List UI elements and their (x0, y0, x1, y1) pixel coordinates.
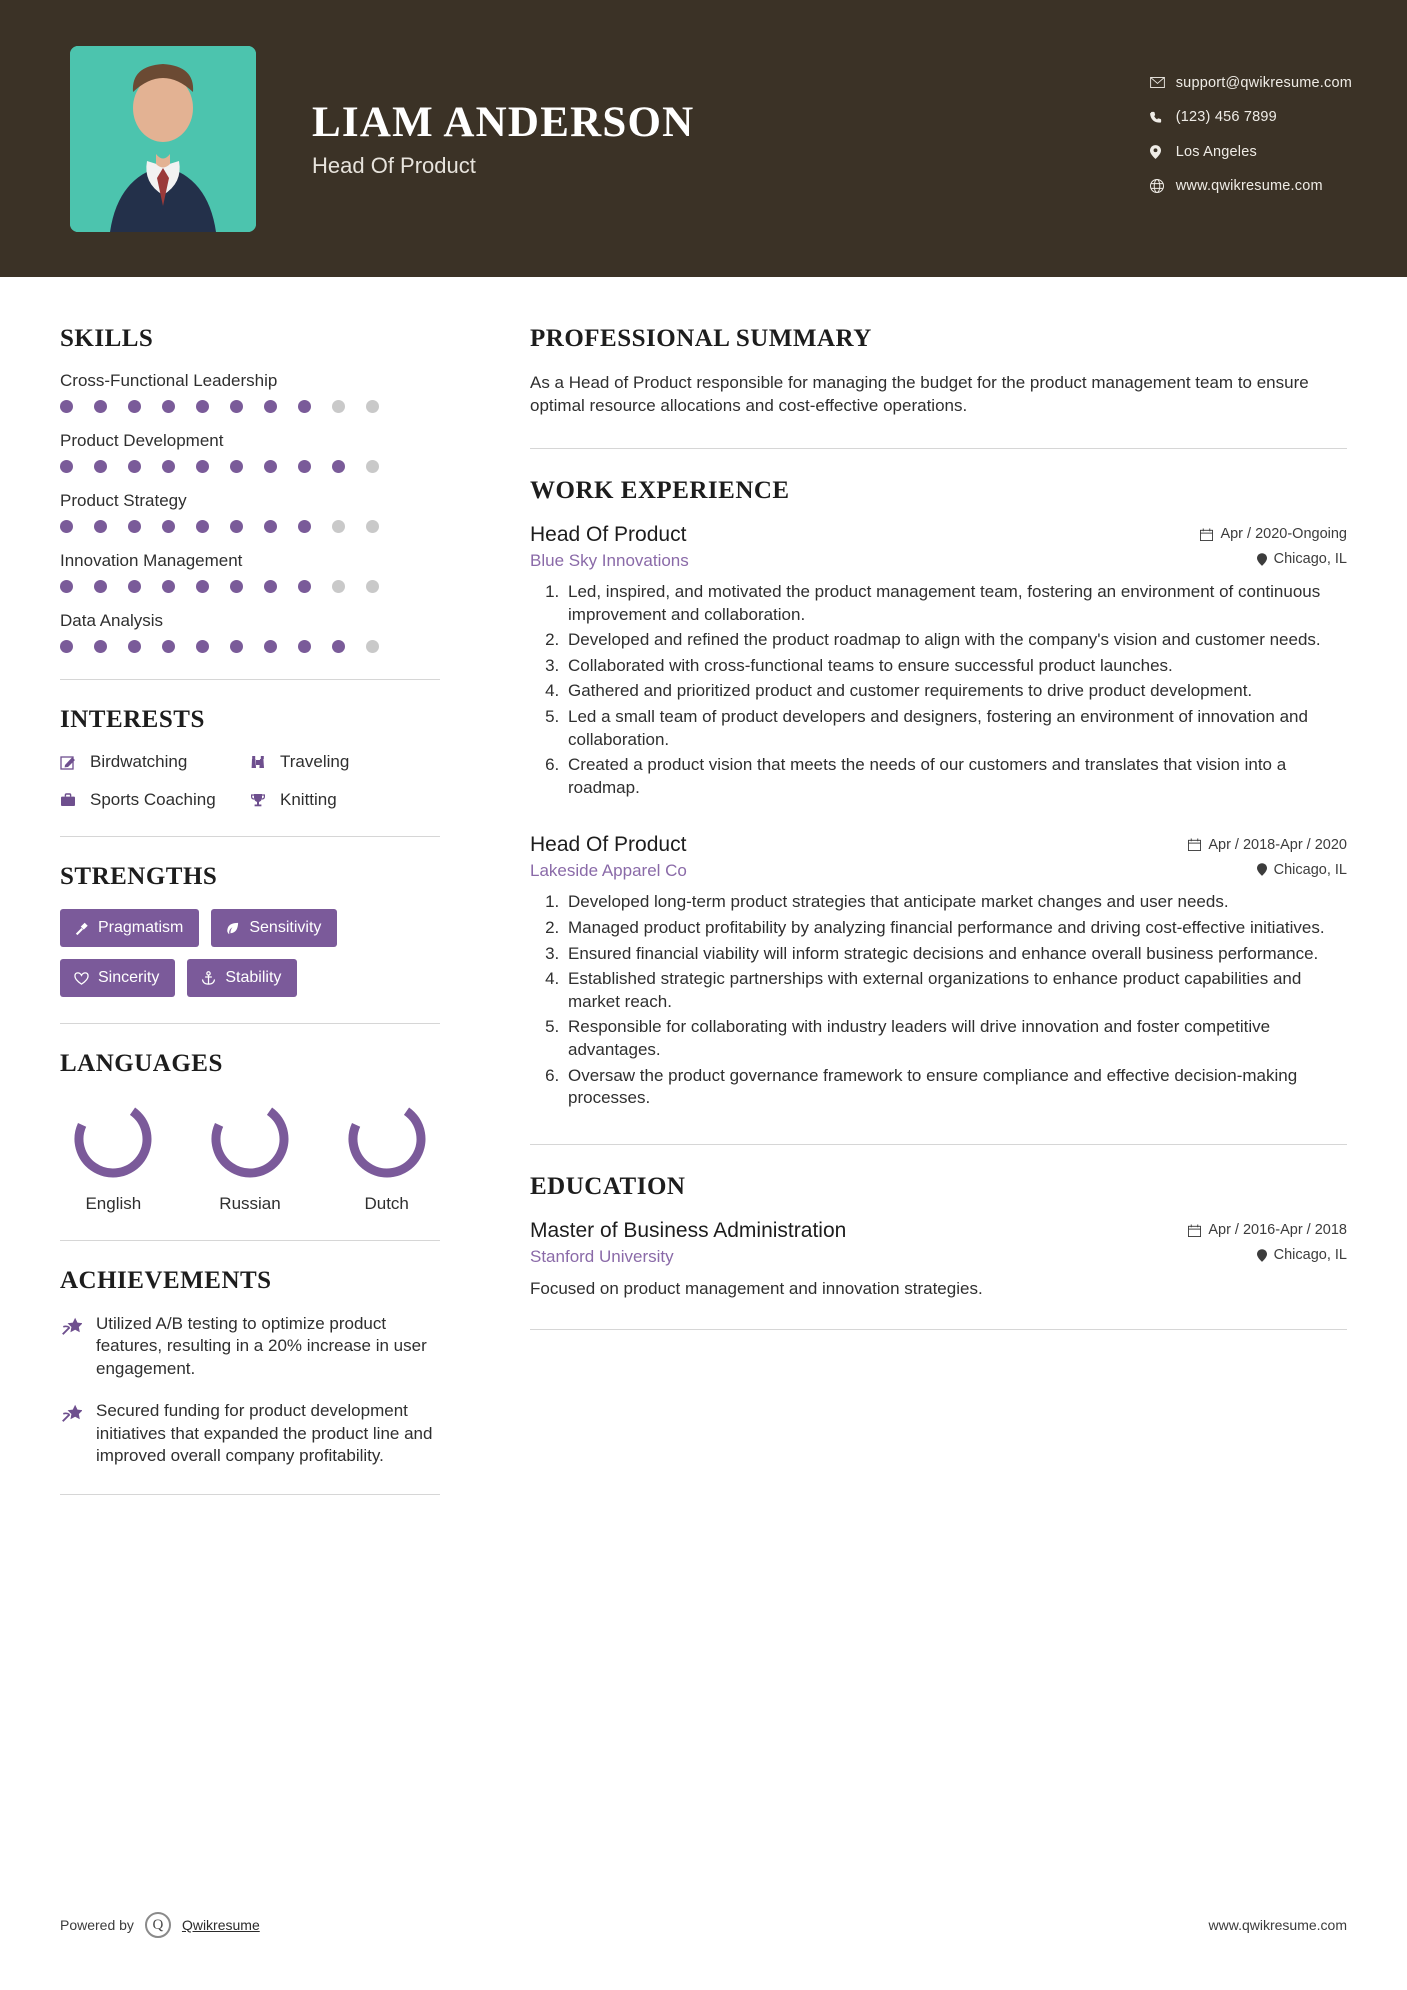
skill-level-dot (332, 460, 345, 473)
job-dates (1200, 526, 1347, 542)
skill-rating (60, 640, 440, 653)
briefcase-icon (60, 792, 90, 808)
skill-level-dot (332, 520, 345, 533)
divider (60, 1494, 440, 1495)
job-bullet: 4. Established strategic partnerships with external organizations to enhance product capabilities and market reach. (564, 968, 1347, 1013)
job-bullet: 4. Gathered and prioritized product and customer requirements to drive product development. (564, 680, 1347, 703)
skill-level-dot (60, 640, 73, 653)
phone-icon (1150, 111, 1176, 124)
job-title: Head Of Product (530, 833, 687, 857)
achievement-text: Secured funding for product development initiatives that expanded the product line and improved overall company profitability. (96, 1401, 433, 1466)
skill-level-dot (162, 460, 175, 473)
interests-title: INTERESTS (60, 706, 205, 733)
skill-level-dot (94, 400, 107, 413)
skill-label: Cross-Functional Leadership (60, 371, 278, 390)
job-dates (1188, 837, 1347, 853)
language-progress-ring (344, 1096, 430, 1182)
contact-website[interactable] (1150, 179, 1352, 194)
language-label: English (85, 1194, 142, 1213)
page-footer (60, 1912, 1347, 1938)
skill-level-dot (298, 400, 311, 413)
job-bullet: 6. Oversaw the product governance framework to ensure compliance and effective decision-making processes. (564, 1065, 1347, 1110)
contact-email-text: support@qwikresume.com (1175, 74, 1352, 91)
language-item (333, 1096, 440, 1214)
skill-level-dot (366, 400, 379, 413)
skill-level-dot (298, 580, 311, 593)
divider (60, 836, 440, 837)
job-bullet: 3. Ensured financial viability will inform strategic decisions and enhance overall business performance. (564, 943, 1347, 966)
skill-rating (60, 460, 440, 473)
job-entry (530, 833, 1347, 1109)
strength-chip (187, 959, 297, 997)
skill-level-dot (196, 520, 209, 533)
skill-level-dot (60, 580, 73, 593)
job-location (1257, 551, 1347, 567)
skill-level-dot (60, 400, 73, 413)
skill-level-dot (60, 460, 73, 473)
education-location-text: Chicago, IL (1273, 1247, 1347, 1264)
strengths-title: STRENGTHS (60, 863, 218, 890)
footer-website[interactable]: www.qwikresume.com (1208, 1917, 1347, 1933)
section-strengths (60, 863, 440, 997)
skill-level-dot (332, 580, 345, 593)
contact-list (1150, 76, 1352, 202)
job-bullets (530, 891, 1347, 1109)
achievements-list (60, 1313, 440, 1468)
interest-item (250, 790, 440, 810)
section-experience (530, 477, 1347, 1110)
heart-icon (74, 971, 89, 986)
skill-item (60, 551, 440, 593)
language-label: Russian (219, 1194, 281, 1213)
skill-label: Product Strategy (60, 491, 187, 510)
achievement-text: Utilized A/B testing to optimize product features, resulting in a 20% increase in user engagement. (96, 1314, 427, 1378)
skill-level-dot (196, 460, 209, 473)
divider (60, 1240, 440, 1241)
education-dates-text: Apr / 2016-Apr / 2018 (1208, 1222, 1347, 1239)
interests-list (60, 752, 440, 810)
skill-level-dot (298, 520, 311, 533)
skill-level-dot (94, 640, 107, 653)
job-location-text: Chicago, IL (1273, 861, 1347, 878)
education-title: EDUCATION (530, 1172, 686, 1200)
skill-level-dot (162, 520, 175, 533)
job-title: Head Of Product (530, 522, 687, 546)
skill-item (60, 431, 440, 473)
skill-level-dot (366, 580, 379, 593)
sidebar-column (0, 277, 500, 1521)
skill-level-dot (94, 460, 107, 473)
pen-square-icon (60, 754, 90, 770)
job-bullet: 2. Managed product profitability by analyzing financial performance and driving cost-effective initiatives. (564, 917, 1347, 940)
skill-level-dot (264, 640, 277, 653)
skill-level-dot (94, 520, 107, 533)
main-column (500, 277, 1407, 1521)
job-entry (530, 523, 1347, 799)
divider (530, 1329, 1347, 1330)
job-dates-text: Apr / 2018-Apr / 2020 (1208, 836, 1347, 853)
skill-level-dot (162, 400, 175, 413)
skill-label: Innovation Management (60, 551, 243, 570)
hammer-icon (74, 921, 89, 936)
section-languages (60, 1050, 440, 1214)
job-dates-text: Apr / 2020-Ongoing (1220, 526, 1347, 543)
languages-title: LANGUAGES (60, 1050, 223, 1077)
experience-title: WORK EXPERIENCE (530, 476, 790, 504)
skill-item (60, 371, 440, 413)
full-name: LIAM ANDERSON (312, 99, 695, 146)
skill-level-dot (366, 640, 379, 653)
divider (530, 448, 1347, 449)
strength-label: Sensitivity (249, 919, 322, 936)
languages-list (60, 1096, 440, 1214)
divider (530, 1144, 1347, 1145)
degree-title: Master of Business Administration (530, 1218, 847, 1242)
star-badge-icon (60, 1313, 96, 1380)
interest-label: Birdwatching (90, 752, 188, 771)
calendar-icon (1200, 528, 1213, 541)
contact-email[interactable] (1150, 76, 1352, 91)
education-location (1257, 1247, 1347, 1263)
skill-level-dot (366, 520, 379, 533)
strength-label: Pragmatism (98, 919, 184, 936)
achievements-title: ACHIEVEMENTS (60, 1267, 272, 1294)
job-bullet: 5. Responsible for collaborating with industry leaders will drive innovation and foster competitive advantages. (564, 1016, 1347, 1061)
skill-level-dot (230, 460, 243, 473)
job-location-text: Chicago, IL (1273, 551, 1347, 568)
skill-level-dot (196, 640, 209, 653)
section-achievements (60, 1267, 440, 1468)
skills-list (60, 371, 440, 653)
trophy-icon (250, 792, 280, 808)
interest-item (60, 752, 250, 772)
skill-level-dot (128, 520, 141, 533)
company-name: Lakeside Apparel Co (530, 861, 687, 881)
skill-rating (60, 520, 440, 533)
interest-label: Sports Coaching (90, 790, 216, 809)
contact-phone[interactable] (1150, 110, 1352, 125)
school-name: Stanford University (530, 1246, 674, 1266)
language-progress-ring (70, 1096, 156, 1182)
company-name: Blue Sky Innovations (530, 550, 689, 570)
qwikresume-logo-icon: Q (145, 1912, 171, 1938)
skill-level-dot (230, 640, 243, 653)
jobs-list (530, 523, 1347, 1110)
job-bullet: 1. Developed long-term product strategies that anticipate market changes and user needs. (564, 891, 1347, 914)
star-badge-icon (60, 1400, 96, 1467)
skill-level-dot (162, 580, 175, 593)
contact-phone-text: (123) 456 7899 (1175, 109, 1277, 125)
resume-header (0, 0, 1407, 277)
contact-website-text: www.qwikresume.com (1175, 178, 1323, 194)
interest-item (250, 752, 440, 772)
skill-item (60, 611, 440, 653)
skill-level-dot (332, 400, 345, 413)
skill-level-dot (94, 580, 107, 593)
strength-chip (60, 959, 175, 997)
skill-level-dot (230, 580, 243, 593)
education-dates (1188, 1222, 1347, 1238)
education-entry (530, 1219, 1347, 1299)
divider (60, 1023, 440, 1024)
skill-level-dot (128, 400, 141, 413)
section-summary (530, 325, 1347, 418)
identity-block (312, 98, 1150, 179)
powered-by-label: Powered by (60, 1917, 134, 1933)
binoculars-icon (250, 754, 280, 770)
education-description: Focused on product management and innovation strategies. (530, 1278, 983, 1298)
job-bullet: 2. Developed and refined the product roadmap to align with the company's vision and customer needs. (564, 629, 1347, 652)
skill-rating (60, 580, 440, 593)
contact-location-text: Los Angeles (1175, 143, 1257, 160)
interest-label: Knitting (280, 790, 337, 809)
strength-chip (60, 909, 199, 947)
language-item (60, 1096, 167, 1214)
calendar-icon (1188, 838, 1201, 851)
globe-icon (1150, 179, 1176, 193)
skill-level-dot (366, 460, 379, 473)
skill-label: Product Development (60, 431, 224, 450)
section-interests (60, 706, 440, 810)
powered-by-block (60, 1912, 260, 1938)
qwikresume-brand-link[interactable]: Qwikresume (181, 1917, 260, 1933)
job-location (1257, 862, 1347, 878)
skill-level-dot (264, 520, 277, 533)
skill-rating (60, 400, 440, 413)
interest-item (60, 790, 250, 810)
language-label: Dutch (364, 1194, 409, 1213)
location-pin-icon (1257, 863, 1267, 876)
skill-level-dot (60, 520, 73, 533)
avatar-photo (70, 46, 256, 232)
skills-title: SKILLS (60, 325, 154, 352)
skill-level-dot (128, 580, 141, 593)
skill-level-dot (128, 640, 141, 653)
summary-title: PROFESSIONAL SUMMARY (530, 325, 872, 352)
skill-level-dot (264, 580, 277, 593)
leaf-icon (225, 921, 240, 936)
avatar (70, 46, 256, 232)
skill-level-dot (128, 460, 141, 473)
job-bullet: 6. Created a product vision that meets the needs of our customers and translates that vision into a roadmap. (564, 754, 1347, 799)
skill-level-dot (264, 460, 277, 473)
job-role: Head Of Product (312, 153, 476, 178)
skill-level-dot (298, 460, 311, 473)
skill-level-dot (230, 400, 243, 413)
contact-location[interactable] (1150, 145, 1352, 160)
skill-level-dot (264, 400, 277, 413)
skill-label: Data Analysis (60, 611, 163, 630)
strength-label: Sincerity (98, 969, 160, 986)
strength-chip (211, 909, 337, 947)
skill-level-dot (196, 400, 209, 413)
calendar-icon (1188, 1224, 1201, 1237)
anchor-icon (201, 971, 216, 986)
summary-text: As a Head of Product responsible for managing the budget for the product management team to ensure optimal resource allocations and cost-effective operations. (530, 373, 1309, 416)
achievement-item (60, 1313, 440, 1380)
job-bullet: 1. Led, inspired, and motivated the product management team, fostering an environment of continuous improvement and collaboration. (564, 581, 1347, 626)
job-bullet: 3. Collaborated with cross-functional teams to ensure successful product launches. (564, 655, 1347, 678)
skill-level-dot (196, 580, 209, 593)
skill-level-dot (162, 640, 175, 653)
language-progress-ring (207, 1096, 293, 1182)
location-pin-icon (1257, 553, 1267, 566)
strengths-list (60, 909, 440, 997)
job-bullet: 5. Led a small team of product developers and designers, fostering an environment of innovation and collaboration. (564, 706, 1347, 751)
section-education (530, 1173, 1347, 1299)
location-pin-icon (1150, 145, 1176, 159)
strength-label: Stability (225, 969, 282, 986)
location-pin-icon (1257, 1249, 1267, 1262)
section-skills (60, 325, 440, 653)
email-icon (1150, 77, 1176, 88)
divider (60, 679, 440, 680)
job-bullets (530, 581, 1347, 799)
skill-item (60, 491, 440, 533)
language-item (197, 1096, 304, 1214)
interest-label: Traveling (280, 752, 350, 771)
achievement-item (60, 1400, 440, 1467)
resume-body (0, 277, 1407, 1521)
skill-level-dot (332, 640, 345, 653)
skill-level-dot (230, 520, 243, 533)
skill-level-dot (298, 640, 311, 653)
